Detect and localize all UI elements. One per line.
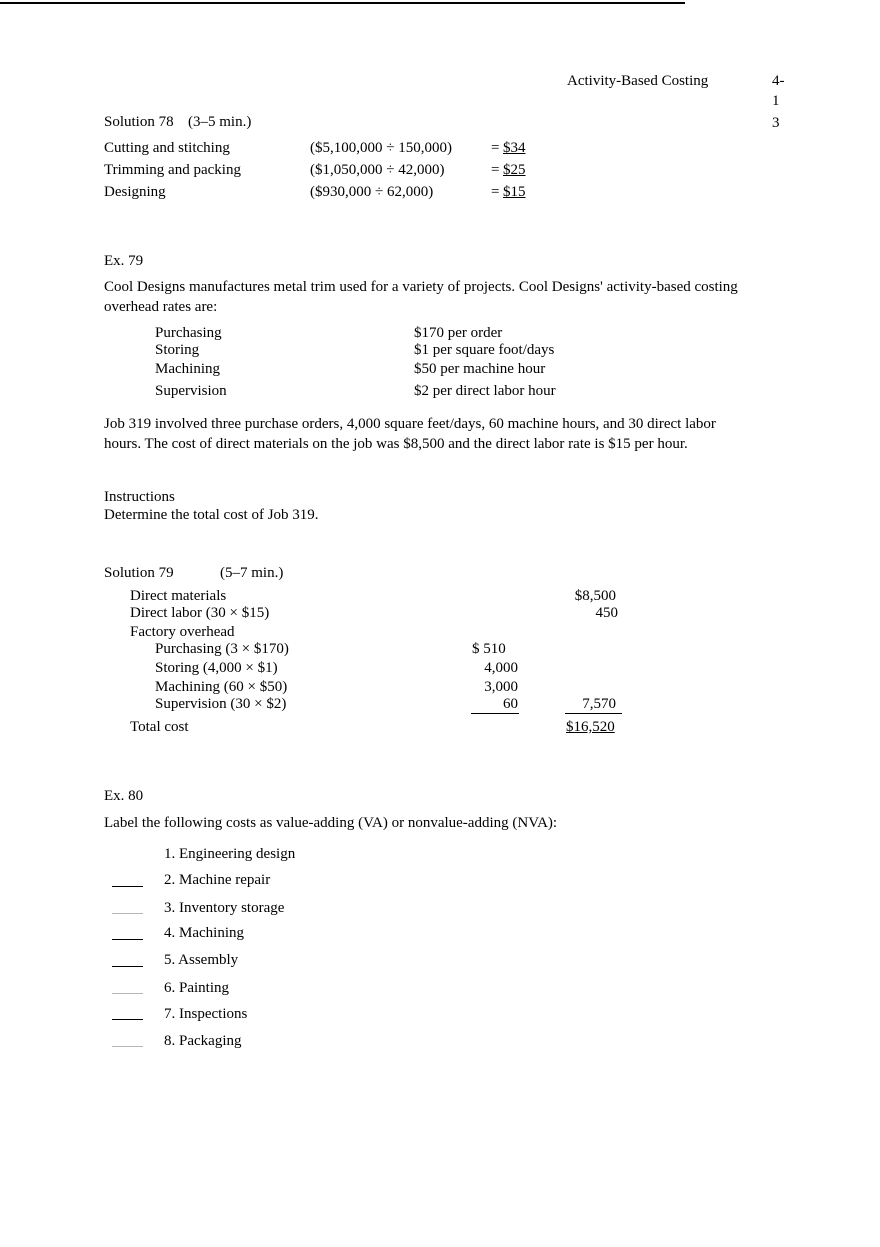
overhead-total-value: 7,570 bbox=[582, 696, 616, 712]
cost-item: 6. Painting bbox=[164, 980, 230, 996]
answer-blank bbox=[112, 939, 143, 940]
direct-materials-label: Direct materials bbox=[130, 588, 227, 604]
answer-blank bbox=[112, 886, 143, 887]
instructions-heading: Instructions bbox=[104, 489, 175, 505]
rate-value: $1 per square foot/days bbox=[414, 342, 555, 358]
ex-80-heading: Ex. 80 bbox=[104, 788, 144, 804]
rate-value: $2 per direct labor hour bbox=[414, 383, 556, 399]
cost-item: 5. Assembly bbox=[164, 952, 239, 968]
cost-item: 8. Packaging bbox=[164, 1033, 242, 1049]
page-number-line-2: 1 bbox=[772, 93, 780, 109]
ex-79-intro: Cool Designs manufactures metal trim used for a variety of projects. Cool Designs' activity-based costing overhead rates are: bbox=[104, 279, 738, 315]
cost-item: 2. Machine repair bbox=[164, 872, 271, 888]
overhead-item-value: 60 bbox=[503, 696, 518, 712]
page-number-line-1: 4- bbox=[772, 73, 785, 89]
answer-blank bbox=[112, 1046, 143, 1047]
cost-item: 3. Inventory storage bbox=[164, 900, 285, 916]
factory-overhead-label: Factory overhead bbox=[130, 624, 235, 640]
solution-79-heading: Solution 79 bbox=[104, 565, 174, 581]
solution-79-time: (5–7 min.) bbox=[220, 565, 284, 581]
overhead-item-label: Supervision (30 × $2) bbox=[155, 696, 287, 712]
overhead-item-value: 3,000 bbox=[484, 679, 518, 695]
rate-activity: Machining bbox=[155, 361, 220, 377]
s78-row-eq: = bbox=[491, 184, 500, 200]
direct-labor-label: Direct labor (30 × $15) bbox=[130, 605, 270, 621]
rate-activity: Supervision bbox=[155, 383, 227, 399]
s78-row-calc: ($930,000 ÷ 62,000) bbox=[310, 184, 434, 200]
top-rule bbox=[0, 2, 685, 4]
total-cost-value: $16,520 bbox=[566, 719, 615, 735]
s78-row-calc: ($1,050,000 ÷ 42,000) bbox=[310, 162, 445, 178]
s78-row-label: Trimming and packing bbox=[104, 162, 241, 178]
overhead-subtotal-rule bbox=[471, 713, 519, 714]
direct-labor-value: 450 bbox=[595, 605, 618, 621]
s78-row-value: $15 bbox=[503, 184, 526, 200]
cost-item: 1. Engineering design bbox=[164, 846, 296, 862]
answer-blank bbox=[112, 993, 143, 994]
rate-activity: Storing bbox=[155, 342, 200, 358]
cost-item: 4. Machining bbox=[164, 925, 244, 941]
answer-blank bbox=[112, 966, 143, 967]
direct-materials-value: $8,500 bbox=[574, 588, 616, 604]
overhead-item-value: 4,000 bbox=[484, 660, 518, 676]
answer-blank bbox=[112, 913, 143, 914]
s78-row-calc: ($5,100,000 ÷ 150,000) bbox=[310, 140, 452, 156]
s78-row-eq: = bbox=[491, 162, 500, 178]
total-cost-label: Total cost bbox=[130, 719, 189, 735]
ex-80-prompt: Label the following costs as value-adding (VA) or nonvalue-adding (NVA): bbox=[104, 815, 558, 831]
cost-item: 7. Inspections bbox=[164, 1006, 248, 1022]
page-number-line-3: 3 bbox=[772, 115, 780, 131]
overhead-item-label: Machining (60 × $50) bbox=[155, 679, 288, 695]
ex-79-heading: Ex. 79 bbox=[104, 253, 144, 269]
s78-row-value: $25 bbox=[503, 162, 526, 178]
overhead-item-label: Purchasing (3 × $170) bbox=[155, 641, 289, 657]
rate-activity: Purchasing bbox=[155, 325, 222, 341]
solution-78-time: (3–5 min.) bbox=[188, 114, 252, 130]
s78-row-label: Designing bbox=[104, 184, 166, 200]
instructions-text: Determine the total cost of Job 319. bbox=[104, 507, 319, 523]
s78-row-value: $34 bbox=[503, 140, 526, 156]
ex-79-job-text: Job 319 involved three purchase orders, 4,000 square feet/days, 60 machine hours, and 30 direct labor hours. The cost of direct materials on the job was $8,500 and the direct labor rate is $15 per hour. bbox=[104, 416, 716, 452]
rate-value: $170 per order bbox=[414, 325, 503, 341]
solution-78-heading: Solution 78 bbox=[104, 114, 174, 130]
s78-row-label: Cutting and stitching bbox=[104, 140, 230, 156]
overhead-item-label: Storing (4,000 × $1) bbox=[155, 660, 278, 676]
overhead-item-value: $ 510 bbox=[472, 641, 506, 657]
overhead-total-rule bbox=[565, 713, 622, 714]
rate-value: $50 per machine hour bbox=[414, 361, 546, 377]
answer-blank bbox=[112, 1019, 143, 1020]
s78-row-eq: = bbox=[491, 140, 500, 156]
section-title: Activity-Based Costing bbox=[567, 73, 709, 89]
